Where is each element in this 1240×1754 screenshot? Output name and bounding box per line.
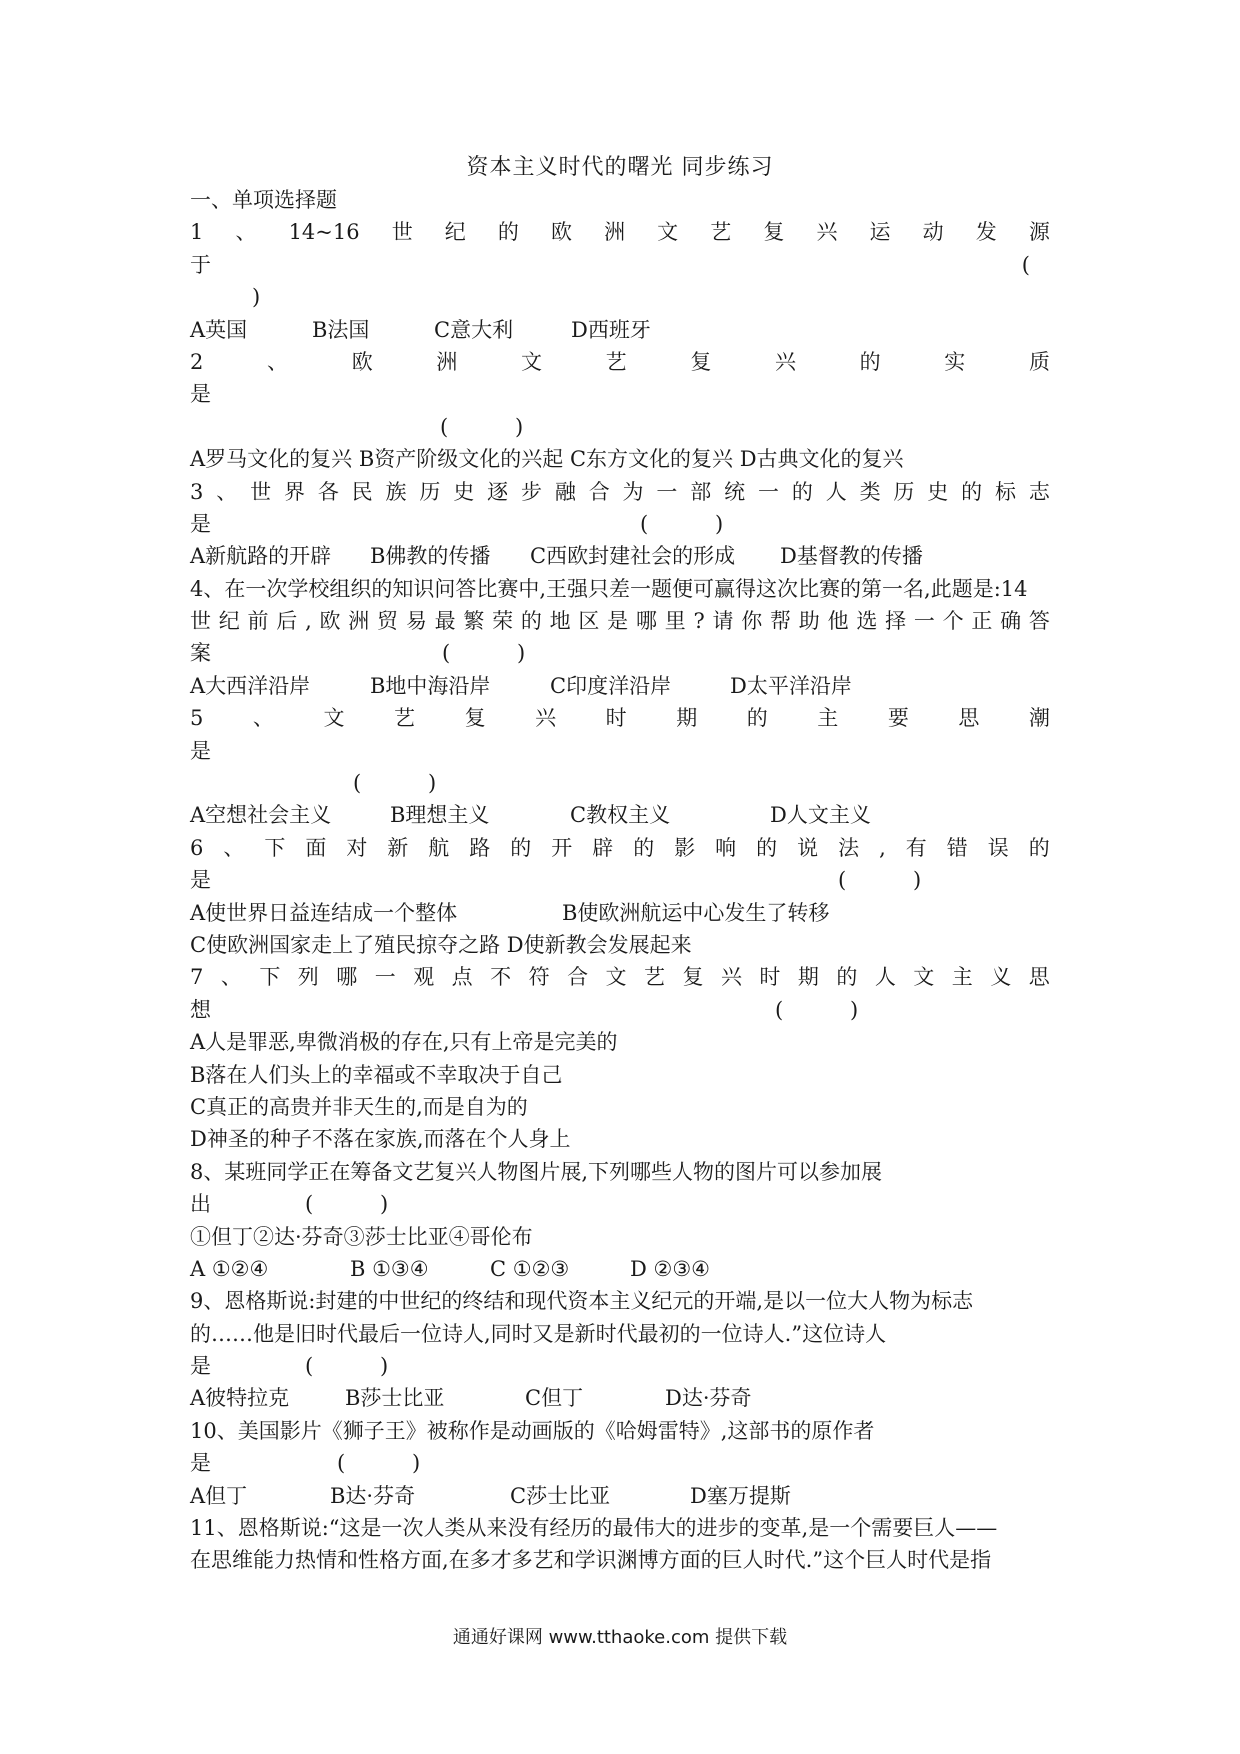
- question-10-line-1: 10、美国影片《狮子王》被称作是动画版的《哈姆雷特》,这部书的原作者: [190, 1418, 875, 1443]
- question-9-line-2: 的……他是旧时代最后一位诗人,同时又是新时代最初的一位诗人.”这位诗人: [190, 1321, 887, 1346]
- question-9-continuation: 是 ( ): [190, 1354, 389, 1379]
- answer-blank-open: (: [1021, 252, 1030, 277]
- question-3-stem: 3 、 世 界 各 民 族 历 史 逐 步 融 合 为 一 部 统 一 的 人 类 历 史 的 标 志: [190, 479, 1050, 504]
- question-8-figures: ①但丁②达·芬奇③莎士比亚④哥伦布: [190, 1224, 533, 1249]
- question-1-stem: 1 、 14~16 世 纪 的 欧 洲 文 艺 复 兴 运 动 发 源: [190, 220, 1050, 245]
- question-5-blank: [190, 767, 1050, 799]
- answer-blank: ( ): [640, 511, 724, 536]
- question-4-options: A大西洋沿岸 B地中海沿岸 C印度洋沿岸 D太平洋沿岸: [190, 673, 852, 698]
- question-7-option-c: C真正的高贵并非天生的,而是自为的: [190, 1094, 528, 1119]
- question-5-continuation: 是: [190, 738, 211, 763]
- question-7-option-b: B落在人们头上的幸福或不幸取决于自己: [190, 1062, 563, 1087]
- question-6-options-1: A使世界日益连结成一个整体 B使欧洲航运中心发生了转移: [190, 900, 830, 925]
- question-8-continuation: 出 ( ): [190, 1192, 389, 1217]
- answer-blank: ( ): [305, 1354, 389, 1379]
- exercise-body: [190, 184, 1050, 1577]
- question-2-continuation: 是: [190, 382, 211, 407]
- answer-blank: ( ): [440, 414, 524, 439]
- question-7-continuation: 想 ( ): [190, 997, 859, 1022]
- question-10-continuation: 是 ( ): [190, 1451, 421, 1476]
- question-5-options: A空想社会主义 B理想主义 C教权主义 D人文主义: [190, 803, 871, 828]
- question-8-options: A ①②④ B ①③④ C ①②③ D ②③④: [190, 1256, 710, 1281]
- question-6-continuation: 是 ( ): [190, 868, 922, 893]
- question-9-line-1: 9、恩格斯说:封建的中世纪的终结和现代资本主义纪元的开端,是以一位大人物为标志: [190, 1289, 974, 1314]
- question-10-options: A但丁 B达·芬奇 C莎士比亚 D塞万提斯: [190, 1483, 791, 1508]
- question-3-options: A新航路的开辟 B佛教的传播 C西欧封建社会的形成 D基督教的传播: [190, 544, 923, 569]
- section-heading: 一、单项选择题: [190, 188, 337, 212]
- question-4-line-2: 世 纪 前 后 , 欧 洲 贸 易 最 繁 荣 的 地 区 是 哪 里 ? 请 你 帮 助 他 选 择 一 个 正 确 答: [190, 609, 1050, 634]
- question-7-option-d: D神圣的种子不落在家族,而落在个人身上: [190, 1127, 571, 1152]
- question-2-options: A罗马文化的复兴 B资产阶级文化的兴起 C东方文化的复兴 D古典文化的复兴: [190, 447, 904, 472]
- question-2-stem: 2 、 欧 洲 文 艺 复 兴 的 实 质: [190, 349, 1050, 374]
- question-5-stem: 5 、 文 艺 复 兴 时 期 的 主 要 思 潮: [190, 706, 1050, 731]
- question-6-options-2: C使欧洲国家走上了殖民掠夺之路 D使新教会发展起来: [190, 932, 692, 957]
- answer-blank-close: ): [252, 285, 261, 310]
- question-9-options: A彼特拉克 B莎士比亚 C但丁 D达·芬奇: [190, 1386, 752, 1411]
- page-title: 资本主义时代的曙光 同步练习: [466, 155, 774, 180]
- question-8-line-1: 8、某班同学正在筹备文艺复兴人物图片展,下列哪些人物的图片可以参加展: [190, 1159, 883, 1184]
- question-4-line-1: 4、在一次学校组织的知识问答比赛中,王强只差一题便可赢得这次比赛的第一名,此题是:14: [190, 576, 1028, 601]
- question-2-blank: [190, 411, 1050, 443]
- question-3-continuation: 是 ( ): [190, 511, 724, 536]
- question-1-continuation: 于 (: [190, 249, 1050, 281]
- question-4-continuation: 案 ( ): [190, 641, 526, 666]
- answer-blank: ( ): [838, 868, 922, 893]
- answer-blank: ( ): [337, 1451, 421, 1476]
- answer-blank: ( ): [305, 1192, 389, 1217]
- page-footer: 通通好课网 www.tthaoke.com 提供下载: [452, 1627, 788, 1648]
- question-6-stem: 6 、 下 面 对 新 航 路 的 开 辟 的 影 响 的 说 法 , 有 错 误 的: [190, 835, 1050, 860]
- question-1-options: A英国 B法国 C意大利 D西班牙: [190, 317, 651, 342]
- question-11-line-1: 11、恩格斯说:“这是一次人类从来没有经历的最伟大的进步的变革,是一个需要巨人——: [190, 1516, 998, 1541]
- question-7-option-a: A人是罪恶,卑微消极的存在,只有上帝是完美的: [190, 1030, 618, 1055]
- answer-blank: ( ): [775, 997, 859, 1022]
- answer-blank: ( ): [442, 641, 526, 666]
- question-11-line-2: 在思维能力热情和性格方面,在多才多艺和学识渊博方面的巨人时代.”这个巨人时代是指: [190, 1548, 992, 1573]
- question-7-stem: 7 、 下 列 哪 一 观 点 不 符 合 文 艺 复 兴 时 期 的 人 文 主 义 思: [190, 965, 1050, 990]
- answer-blank: ( ): [353, 771, 437, 796]
